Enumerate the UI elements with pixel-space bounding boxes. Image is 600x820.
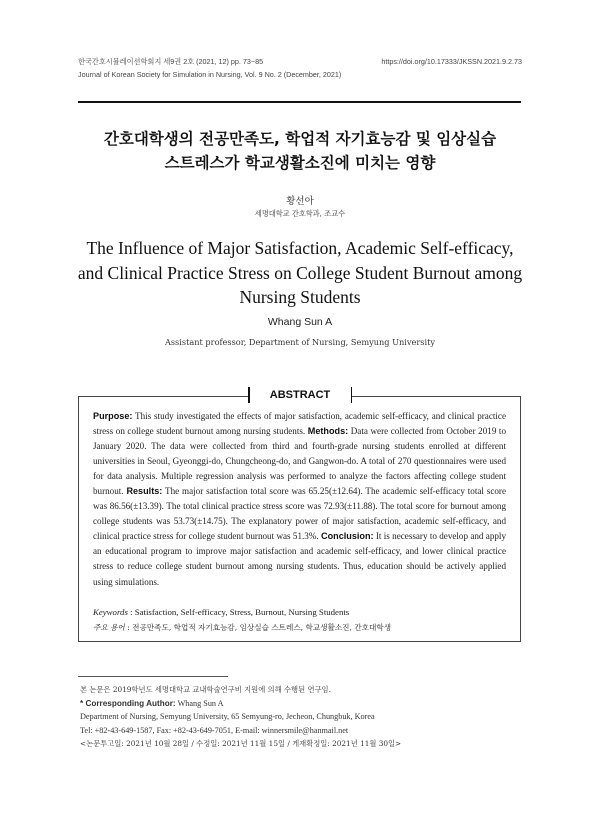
methods-text: Data were collected from October 2019 to January 2020. The data were collected from third and fourth-grade nursing students enrolled at different universities in Seoul, Gyeonggi-do, Chungcheong-do, and Gangwon-do. A total of 270 questionnaires were used for data analysis. Multiple regression analysis was performed to analyze the factors affecting college student burnout. — [93, 426, 506, 497]
conclusion-label: Conclusion: — [321, 531, 374, 542]
header-rule — [78, 101, 521, 103]
funding-note: 본 논문은 2019학년도 세명대학교 교내학술연구비 지원에 의해 수행된 연구임. — [80, 685, 331, 694]
methods-label: Methods: — [307, 426, 349, 437]
korean-author: 황선아 — [286, 196, 314, 207]
korean-citation: 한국간호시뮬레이션학회지 세9권 2호 (2021, 12) pp. 73~85 — [78, 57, 264, 66]
korean-title-line: 간호대학생의 전공만족도, 학업적 자기효능감 및 임상실습 — [103, 130, 497, 148]
english-citation: Journal of Korean Society for Simulation in Nursing, Vol. 9 No. 2 (December, 2021) — [78, 70, 342, 79]
english-title-line: The Influence of Major Satisfaction, Academic Self-efficacy, — [86, 238, 514, 258]
keywords-label: Keywords — [93, 607, 128, 617]
korean-affiliation: 세명대학교 간호학과, 조교수 — [254, 209, 346, 218]
heading-bar-left — [248, 387, 250, 403]
abstract-body — [93, 409, 506, 590]
corresponding-name: Whang Sun A — [175, 698, 224, 708]
journal-header — [78, 55, 522, 81]
english-title-line: and Clinical Practice Stress on College Student Burnout among — [77, 262, 523, 283]
keywords — [93, 605, 513, 620]
english-author: Whang Sun A — [267, 316, 333, 328]
korean-title-line: 스트레스가 학교생활소진에 미치는 영향 — [164, 154, 436, 172]
submission-dates: <논문투고일: 2021년 10월 28일 / 수정일: 2021년 11월 15일 / 게재확정일: 2021년 11월 30일> — [80, 739, 402, 749]
corresponding-label: * Corresponding Author: — [80, 698, 176, 708]
korean-keywords-text: : 전공만족도, 학업적 자기효능감, 임상실습 스트레스, 학교생활소진, 간호대학생 — [124, 623, 392, 632]
korean-title — [60, 127, 540, 175]
abstract-heading-text: ABSTRACT — [269, 389, 331, 401]
purpose-label: Purpose: — [93, 411, 133, 421]
footnote-rule — [78, 676, 228, 677]
purpose-text: This study investigated the effects of major satisfaction, academic self-efficacy, and clinical practice stress on college student burnout among nursing students. — [93, 411, 506, 437]
author-address: Department of Nursing, Semyung University, 65 Semyung-ro, Jecheon, Chungbuk, Korea — [80, 712, 375, 722]
english-title-line: Nursing Students — [239, 287, 361, 307]
english-title — [40, 236, 560, 310]
english-affiliation: Assistant professor, Department of Nursing, Semyung University — [164, 337, 436, 347]
conclusion-text: It is necessary to develop and apply an educational program to improve major satisfaction and academic self-efficacy, and lower clinical practice stress to reduce college student burnout among nursing students. Thus, education should be actively applied using simulations. — [93, 531, 507, 587]
results-label: Results: — [126, 486, 163, 497]
author-contact[interactable]: Tel: +82-43-649-1587, Fax: +82-43-649-7051, E-mail: winnersmile@hanmail.net — [80, 725, 349, 735]
keywords-text: : Satisfaction, Self-efficacy, Stress, Burnout, Nursing Students — [127, 607, 350, 617]
abstract-heading — [248, 385, 352, 405]
results-text: The major satisfaction total score was 65.25(±12.64). The academic self-efficacy total score was 86.56(±13.39). The total clinical practice stress score was 72.93(±11.88). The total score for burnout among college students was 53.73(±14.75). The explanatory power of major satisfaction, academic self-efficacy, and clinical practice stress for college student burnout was 51.3%. — [93, 486, 506, 542]
doi-link[interactable]: https://doi.org/10.17333/JKSSN.2021.9.2.73 — [381, 57, 522, 66]
korean-keywords — [93, 620, 513, 635]
corresponding-author — [80, 697, 520, 711]
korean-keywords-label: 주요 용어 — [93, 623, 125, 632]
heading-bar-right — [351, 387, 353, 403]
footnotes — [80, 683, 520, 751]
